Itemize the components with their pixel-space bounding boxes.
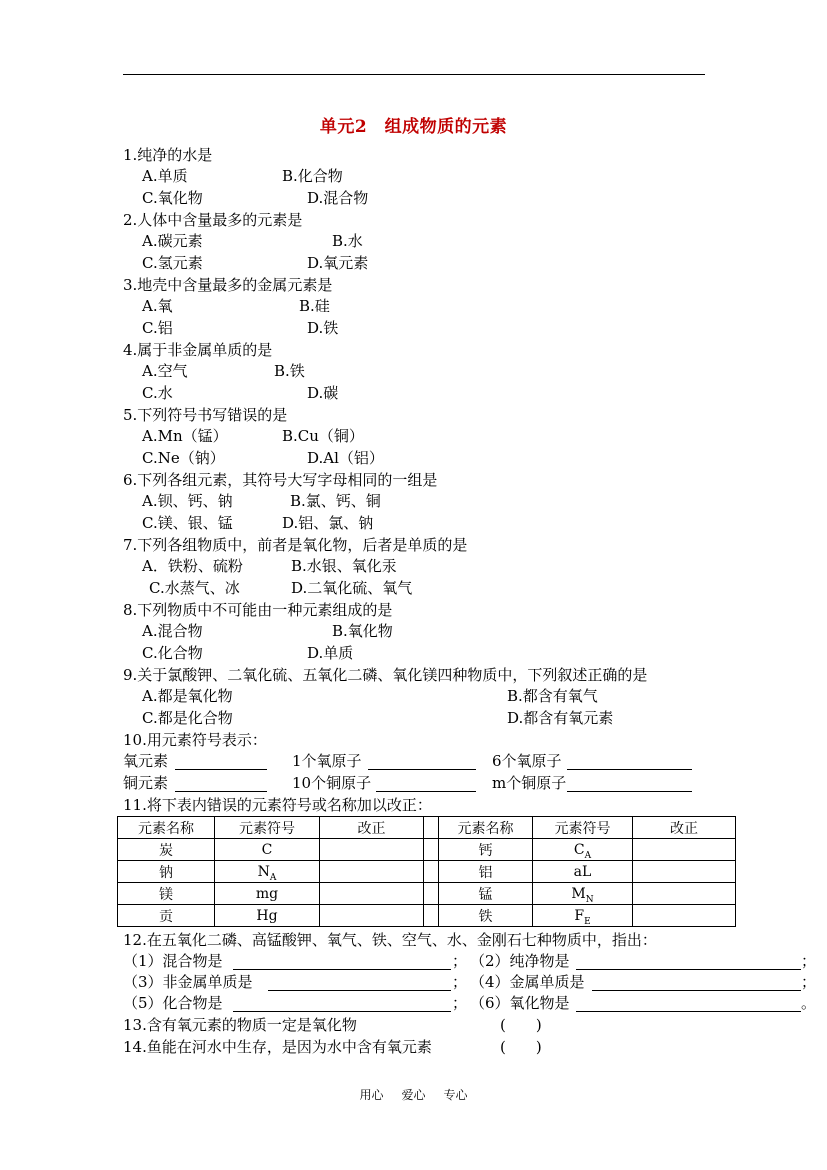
question-13-stem: 13.含有氧元素的物质一定是氧化物 (123, 1016, 357, 1034)
question-14-stem: 14.鱼能在河水中生存，是因为水中含有氧元素 (123, 1038, 432, 1056)
question-7-option-b: B.水银、氧化汞 (291, 557, 397, 575)
header-element-name: 元素名称 (439, 817, 533, 839)
q12-blank-compound[interactable] (233, 993, 451, 1012)
header-correction: 改正 (320, 817, 424, 839)
question-5-stem: 5.下列符号书写错误的是 (123, 406, 288, 424)
element-symbol-cell: C (215, 839, 320, 861)
symbol-main: F (574, 907, 585, 924)
element-symbol-cell (533, 839, 633, 861)
q12-punct-4: ； (801, 973, 817, 991)
symbol-subscript: N (585, 894, 594, 905)
q10-label-one-oxygen-atom: 1个氧原子 (292, 752, 362, 770)
question-2-stem: 2.人体中含量最多的元素是 (123, 211, 303, 229)
q12-punct-1: ； (452, 952, 468, 970)
table-gap (424, 883, 439, 905)
q10-blank-m-copper-atoms[interactable] (567, 773, 692, 792)
element-name-cell: 铁 (439, 905, 533, 927)
question-2-option-b: B.水 (332, 232, 363, 250)
q12-label-metal-element: （4）金属单质是 (470, 973, 585, 991)
q10-label-oxygen-element: 氧元素 (123, 752, 169, 770)
question-6-option-b: B.氯、钙、铜 (290, 492, 381, 510)
question-1-option-c: C.氧化物 (142, 189, 203, 207)
table-header-row (118, 817, 736, 839)
q12-blank-metal-element[interactable] (592, 972, 801, 991)
table-gap (424, 905, 439, 927)
question-8-option-a: A.混合物 (142, 622, 203, 640)
question-7-option-c: C.水蒸气、冰 (149, 579, 240, 597)
question-6-option-c: C.镁、银、锰 (142, 514, 233, 532)
question-1-option-a: A.单质 (142, 167, 188, 185)
question-4-stem: 4.属于非金属单质的是 (123, 341, 273, 359)
q12-label-oxide: （6）氧化物是 (470, 994, 570, 1012)
question-7-option-d: D.二氧化硫、氧气 (291, 579, 413, 597)
table-row (118, 861, 736, 883)
question-4-option-d: D.碳 (307, 384, 339, 402)
element-symbol-cell: Hg (215, 905, 320, 927)
q12-label-compound: （5）化合物是 (123, 994, 223, 1012)
table-row (118, 905, 736, 927)
correction-cell[interactable] (633, 839, 736, 861)
question-7-option-a: A．铁粉、硫粉 (142, 557, 243, 575)
q12-label-mixture: （1）混合物是 (123, 952, 223, 970)
symbol-main: N (257, 863, 270, 880)
element-symbol-cell: mg (215, 883, 320, 905)
question-6-stem: 6.下列各组元素，其符号大写字母相同的一组是 (123, 471, 438, 489)
question-3-option-b: B.硅 (299, 297, 330, 315)
q10-blank-one-oxygen-atom[interactable] (368, 751, 476, 770)
element-name-cell: 钙 (439, 839, 533, 861)
question-6-option-d: D.铝、氯、钠 (282, 514, 374, 532)
question-9-option-c: C.都是化合物 (142, 709, 233, 727)
q12-punct-3: ； (452, 973, 468, 991)
question-6-option-a: A.钡、钙、钠 (142, 492, 233, 510)
question-8-stem: 8.下列物质中不可能由一种元素组成的是 (123, 601, 393, 619)
question-3-option-d: D.铁 (307, 319, 339, 337)
question-2-option-c: C.氢元素 (142, 254, 203, 272)
q10-blank-ten-copper-atoms[interactable] (376, 773, 476, 792)
footer-word: 用心 (359, 1088, 384, 1102)
symbol-subscript: E (584, 916, 591, 927)
element-correction-table (117, 816, 736, 927)
question-8-option-d: D.单质 (307, 644, 354, 662)
q12-blank-nonmetal-element[interactable] (268, 972, 451, 991)
question-5-option-c: C.Ne（钠） (142, 449, 225, 467)
header-element-symbol: 元素符号 (215, 817, 320, 839)
element-symbol-cell: aL (533, 861, 633, 883)
question-7-stem: 7.下列各组物质中，前者是氧化物，后者是单质的是 (123, 536, 468, 554)
q10-label-six-oxygen-atoms: 6个氧原子 (492, 752, 562, 770)
q12-blank-oxide[interactable] (576, 993, 801, 1012)
question-2-option-d: D.氧元素 (307, 254, 369, 272)
question-9-stem: 9.关于氯酸钾、二氧化硫、五氧化二磷、氧化镁四种物质中，下列叙述正确的是 (123, 666, 648, 684)
page-title: 单元2 组成物质的元素 (319, 117, 508, 137)
question-9-option-b: B.都含有氧气 (507, 687, 598, 705)
q12-punct-2: ； (801, 952, 817, 970)
question-1-option-b: B.化合物 (282, 167, 343, 185)
element-name-cell: 炭 (118, 839, 215, 861)
question-10-stem: 10.用元素符号表示： (123, 731, 267, 749)
table-row (118, 883, 736, 905)
element-name-cell: 铝 (439, 861, 533, 883)
correction-cell[interactable] (320, 905, 424, 927)
question-5-option-a: A.Mn（锰） (142, 427, 228, 445)
table-gap (424, 839, 439, 861)
table-row (118, 839, 736, 861)
q10-blank-copper-element[interactable] (175, 773, 267, 792)
element-symbol-cell (533, 883, 633, 905)
q10-label-ten-copper-atoms: 10个铜原子 (292, 774, 372, 792)
question-5-option-d: D.Al（铝） (307, 449, 384, 467)
header-element-name: 元素名称 (118, 817, 215, 839)
question-2-option-a: A.碳元素 (142, 232, 203, 250)
element-symbol-cell (533, 905, 633, 927)
question-4-option-b: B.铁 (274, 362, 305, 380)
question-14-answer-paren[interactable]: ( ) (500, 1038, 542, 1056)
q12-label-pure-substance: （2）纯净物是 (470, 952, 570, 970)
header-correction: 改正 (633, 817, 736, 839)
q12-label-nonmetal-element: （3）非金属单质是 (123, 973, 253, 991)
header-element-symbol: 元素符号 (533, 817, 633, 839)
q10-blank-six-oxygen-atoms[interactable] (567, 751, 692, 770)
table-gap (424, 861, 439, 883)
question-5-option-b: B.Cu（铜） (282, 427, 364, 445)
element-name-cell: 镁 (118, 883, 215, 905)
question-8-option-c: C.化合物 (142, 644, 203, 662)
correction-cell[interactable] (633, 883, 736, 905)
element-name-cell: 贡 (118, 905, 215, 927)
question-1-stem: 1.纯净的水是 (123, 146, 213, 164)
question-4-option-c: C.水 (142, 384, 173, 402)
correction-cell[interactable] (320, 883, 424, 905)
question-9-option-d: D.都含有氧元素 (507, 709, 614, 727)
question-13-answer-paren[interactable]: ( ) (500, 1016, 542, 1034)
question-3-option-c: C.铝 (142, 319, 173, 337)
q12-blank-pure-substance[interactable] (576, 951, 801, 970)
q10-label-copper-element: 铜元素 (123, 774, 169, 792)
correction-cell[interactable] (320, 861, 424, 883)
correction-cell[interactable] (633, 861, 736, 883)
question-9-option-a: A.都是氧化物 (142, 687, 233, 705)
element-name-cell: 钠 (118, 861, 215, 883)
q10-label-m-copper-atoms: m个铜原子 (492, 774, 567, 792)
question-3-stem: 3.地壳中含量最多的金属元素是 (123, 276, 333, 294)
element-symbol-cell (215, 861, 320, 883)
correction-cell[interactable] (320, 839, 424, 861)
symbol-subscript: A (269, 872, 277, 883)
element-name-cell: 锰 (439, 883, 533, 905)
table-gap (424, 817, 439, 839)
question-3-option-a: A.氧 (142, 297, 173, 315)
question-8-option-b: B.氧化物 (332, 622, 393, 640)
footer-word: 专心 (443, 1088, 468, 1102)
symbol-main: M (571, 885, 586, 902)
question-11-stem: 11.将下表内错误的元素符号或名称加以改正： (123, 796, 432, 814)
header-rule (123, 74, 705, 75)
q12-punct-5: ； (452, 994, 468, 1012)
symbol-subscript: A (584, 850, 592, 861)
question-4-option-a: A.空气 (142, 362, 188, 380)
page-footer (0, 1086, 827, 1103)
question-1-option-d: D.混合物 (307, 189, 369, 207)
footer-word: 爱心 (401, 1088, 426, 1102)
q12-blank-mixture[interactable] (233, 951, 451, 970)
q10-blank-oxygen-element[interactable] (175, 751, 267, 770)
correction-cell[interactable] (633, 905, 736, 927)
q12-punct-6: 。 (801, 994, 817, 1012)
question-12-stem: 12.在五氧化二磷、高锰酸钾、氧气、铁、空气、水、金刚石七种物质中，指出： (123, 931, 657, 949)
symbol-main: C (573, 841, 585, 858)
